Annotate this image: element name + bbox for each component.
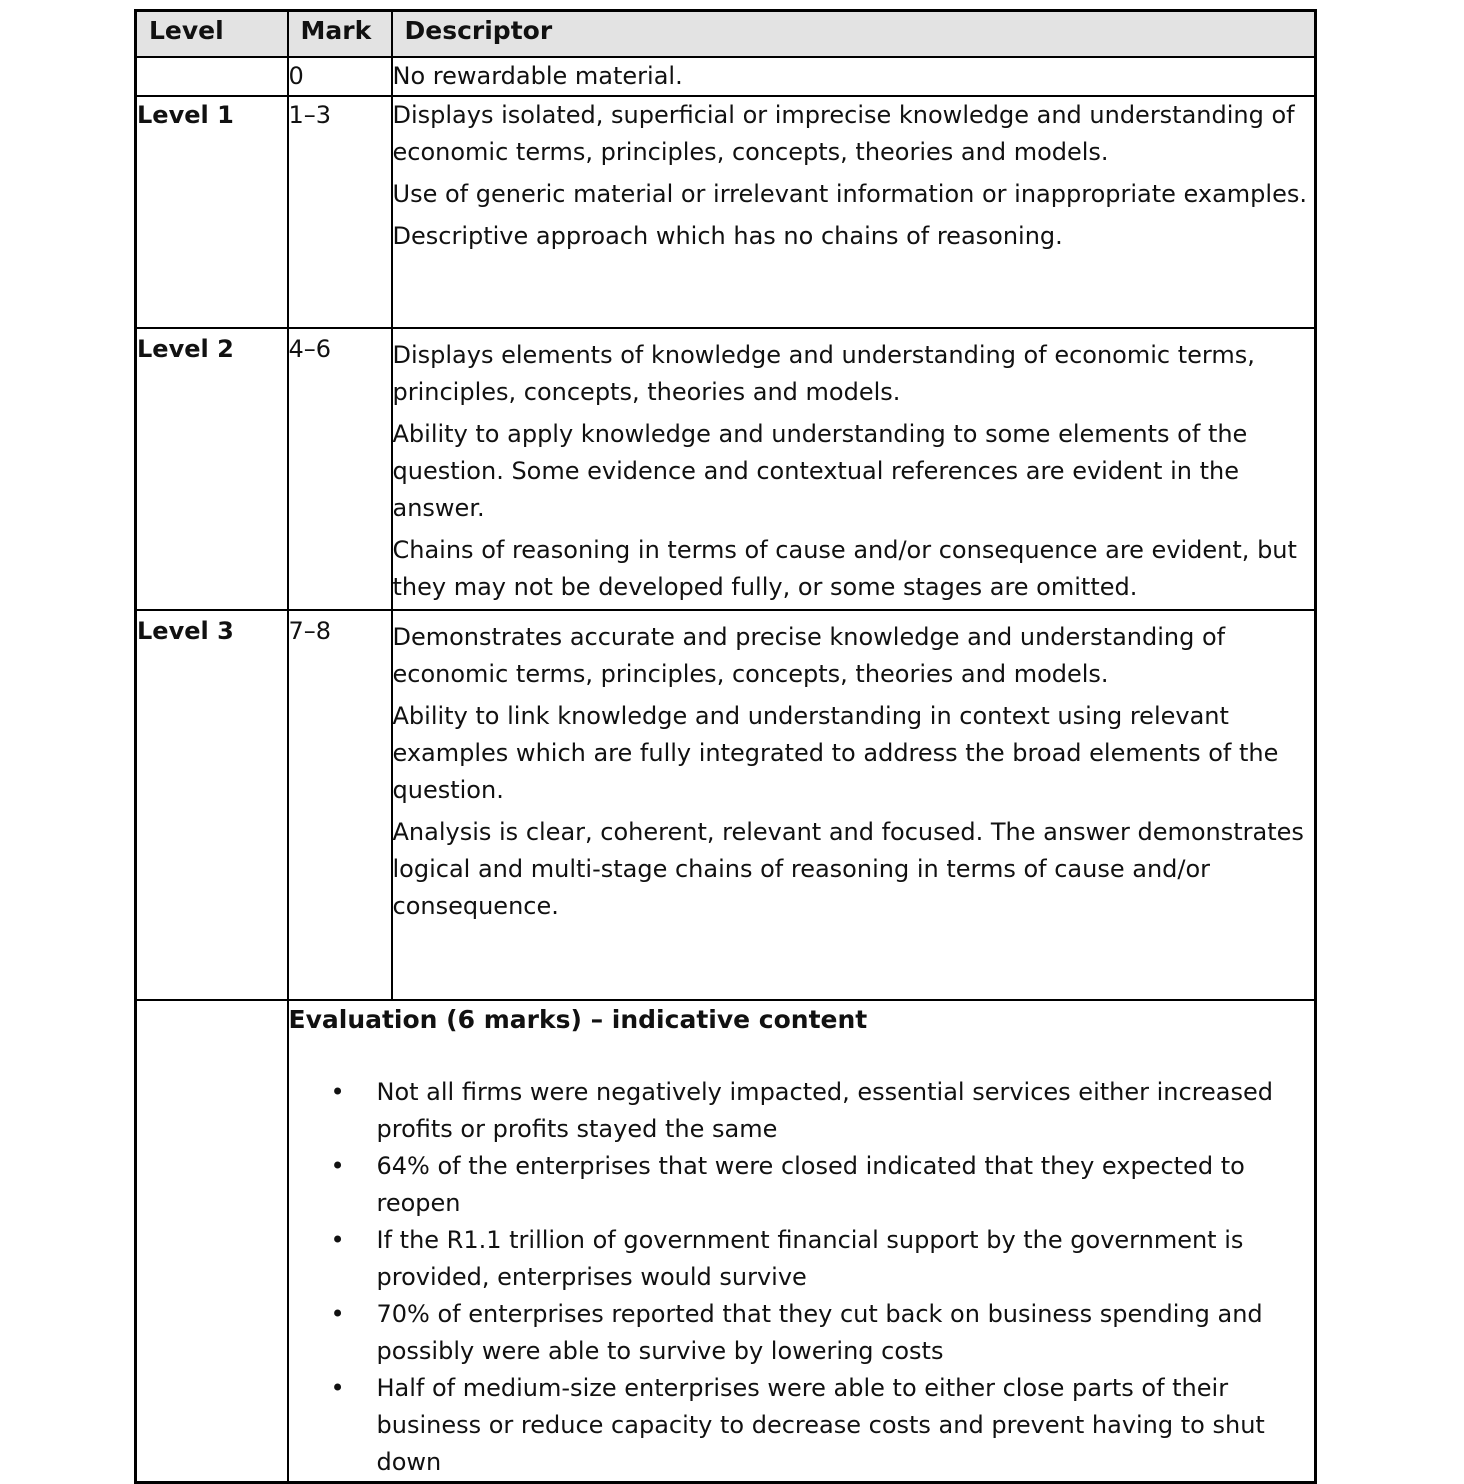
level-cell: Level 3 — [136, 610, 288, 1000]
bullet-icon: • — [330, 1152, 345, 1180]
mark-scheme-table — [134, 9, 1317, 1484]
descriptor-cell — [392, 96, 1316, 328]
list-item — [289, 1370, 1315, 1481]
evaluation-title: Evaluation (6 marks) – indicative content — [288, 1005, 868, 1034]
descriptor-cell — [392, 328, 1316, 610]
descriptor-text: Displays elements of knowledge and understanding of economic terms, principles, concepts, theories and models. — [392, 341, 1255, 406]
descriptor-cell — [392, 57, 1316, 96]
table-row — [136, 96, 1316, 328]
bullet-icon: • — [330, 1226, 345, 1254]
empty-level-cell — [136, 1000, 288, 1483]
list-item-text: 64% of the enterprises that were closed indicated that they expected to reopen — [376, 1152, 1245, 1217]
table-row — [136, 57, 1316, 96]
evaluation-list — [289, 1074, 1315, 1481]
header-row — [136, 11, 1316, 58]
mark-cell: 0 — [288, 57, 392, 96]
evaluation-row — [136, 1000, 1316, 1483]
descriptor-text: Descriptive approach which has no chains of reasoning. — [392, 222, 1063, 250]
descriptor-text: Demonstrates accurate and precise knowledge and understanding of economic terms, principles, concepts, theories and models. — [392, 623, 1226, 688]
level-cell: Level 1 — [136, 96, 288, 328]
descriptor-text: Ability to apply knowledge and understanding to some elements of the question. Some evidence and contextual references are evident in the answer. — [392, 420, 1248, 522]
header-mark: Mark — [288, 11, 392, 58]
list-item-text: Not all firms were negatively impacted, essential services either increased profits or profits stayed the same — [376, 1078, 1274, 1143]
list-item — [289, 1222, 1315, 1296]
mark-cell: 1–3 — [288, 96, 392, 328]
list-item — [289, 1148, 1315, 1222]
bullet-icon: • — [330, 1374, 345, 1402]
header-level: Level — [136, 11, 288, 58]
descriptor-text: Ability to link knowledge and understanding in context using relevant examples which are fully integrated to address the broad elements of the question. — [392, 702, 1279, 804]
list-item-text: If the R1.1 trillion of government financial support by the government is provided, enterprises would survive — [376, 1226, 1244, 1291]
bullet-icon: • — [330, 1300, 345, 1328]
list-item-text: 70% of enterprises reported that they cut back on business spending and possibly were able to survive by lowering costs — [376, 1300, 1263, 1365]
descriptor-text: Displays isolated, superficial or imprecise knowledge and understanding of economic terms, principles, concepts, theories and models. — [392, 101, 1295, 166]
level-cell: Level 2 — [136, 328, 288, 610]
list-item — [289, 1296, 1315, 1370]
evaluation-cell — [288, 1000, 1316, 1483]
descriptor-text: Use of generic material or irrelevant information or inappropriate examples. — [392, 180, 1307, 208]
descriptor-text: Chains of reasoning in terms of cause and/or consequence are evident, but they may not be developed fully, or some stages are omitted. — [392, 536, 1297, 601]
table-row — [136, 610, 1316, 1000]
header-descriptor: Descriptor — [392, 11, 1316, 58]
bullet-icon: • — [330, 1078, 345, 1106]
mark-cell: 7–8 — [288, 610, 392, 1000]
descriptor-text: Analysis is clear, coherent, relevant and focused. The answer demonstrates logical and multi-stage chains of reasoning in terms of cause and/or consequence. — [392, 818, 1304, 920]
list-item — [289, 1074, 1315, 1148]
mark-cell: 4–6 — [288, 328, 392, 610]
table-row — [136, 328, 1316, 610]
descriptor-cell — [392, 610, 1316, 1000]
descriptor-text: No rewardable material. — [392, 62, 683, 90]
level-cell — [136, 57, 288, 96]
list-item-text: Half of medium-size enterprises were able to either close parts of their business or reduce capacity to decrease costs and prevent having to shut down — [376, 1374, 1265, 1476]
